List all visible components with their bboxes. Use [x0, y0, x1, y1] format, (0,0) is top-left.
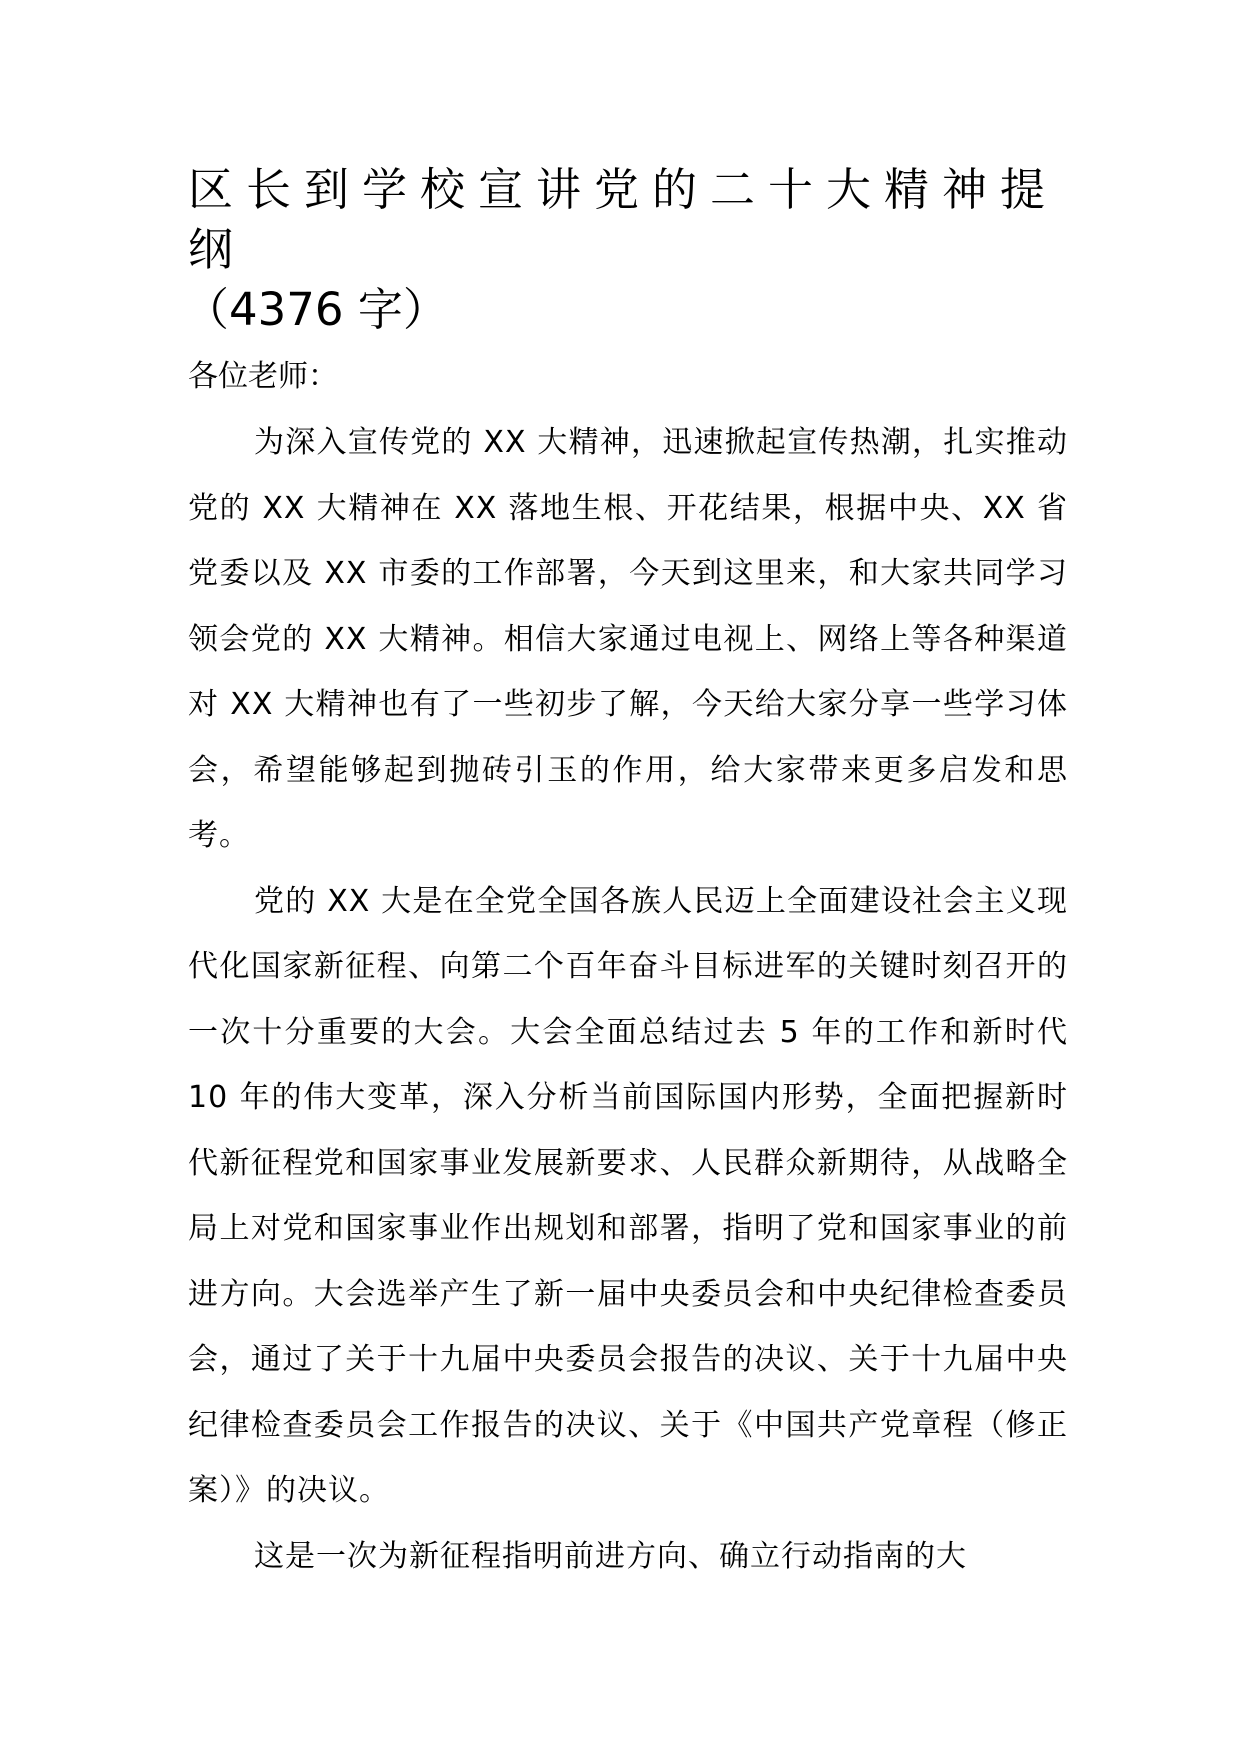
paragraph-3: 这是一次为新征程指明前进方向、确立行动指南的大: [254, 1538, 967, 1574]
paragraph-1: 为深入宣传党的 XX 大精神，迅速掀起宣传热潮，扎实推动党的 XX 大精神在 XX 落地生根、开花结果，根据中央、XX 省党委以及 XX 市委的工作部署，今天到这里来，和大家共同学习领会党的 XX 大精神。相信大家通过电视上、网络上等各种渠道对 XX 大精神也有了一些初步了解，今天给大家分享一些学习体会，希望能够起到抛砖引玉的作用，给大家带来更多启发和思考。: [188, 425, 1068, 853]
document-page: [184, 160, 1068, 1589]
paragraph-2: 党的 XX 大是在全党全国各族人民迈上全面建设社会主义现代化国家新征程、向第二个百年奋斗目标进军的关键时刻召开的一次十分重要的大会。大会全面总结过去 5 年的工作和新时代 10 年的伟大变革，深入分析当前国际国内形势，全面把握新时代新征程党和国家事业发展新要求、人民群众新期待，从战略全局上对党和国家事业作出规划和部署，指明了党和国家事业的前进方向。大会选举产生了新一届中央委员会和中央纪律检查委员会，通过了关于十九届中央委员会报告的决议、关于十九届中央纪律检查委员会工作报告的决议、关于《中国共产党章程（修正案）》的决议。: [188, 883, 1068, 1508]
document-title: [184, 160, 1068, 340]
salutation: 各位老师：: [188, 359, 338, 394]
title-line-2: （4376 字）: [184, 283, 448, 336]
title-line-1: 区长到学校宣讲党的二十大精神提纲: [188, 163, 1059, 276]
